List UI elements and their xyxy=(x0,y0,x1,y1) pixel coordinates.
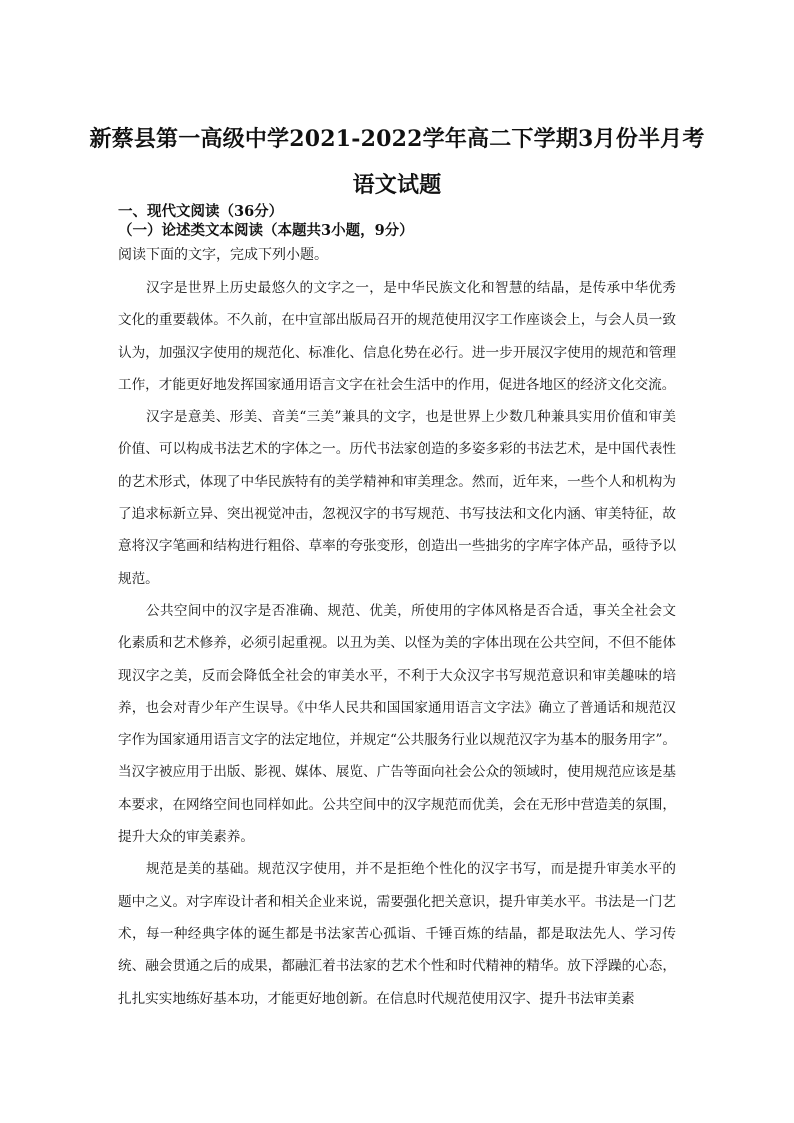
passage-paragraph-4: 规范是美的基础。规范汉字使用，并不是拒绝个性化的汉字书写，而是提升审美水平的题中之义。对字库设计者和相关企业来说，需要强化把关意识，提升审美水平。书法是一门艺术，每一种经典字体的诞生都是书法家苦心孤诣、千锤百炼的结晶，都是取法先人、学习传统、融会贯通之后的成果，都融汇着书法家的艺术个性和时代精神的精华。放下浮躁的心态，扎扎实实地练好基本功，才能更好地创新。在信息时代规范使用汉字、提升书法审美素 xyxy=(118,861,676,1007)
subsection-heading: （一）论述类文本阅读（本题共3小题，9分） xyxy=(118,222,414,239)
passage-paragraph-1: 汉字是世界上历史最悠久的文字之一，是中华民族文化和智慧的结晶，是传承中华优秀文化的重要载体。不久前，在中宣部出版局召开的规范使用汉字工作座谈会上，与会人员一致认为，加强汉字使用的规范化、标准化、信息化势在必行。进一步开展汉字使用的规范和管理工作，才能更好地发挥国家通用语言文字在社会生活中的作用，促进各地区的经济文化交流。 xyxy=(118,280,676,393)
passage-paragraph-3: 公共空间中的汉字是否准确、规范、优美，所使用的字体风格是否合适，事关全社会文化素质和艺术修养，必须引起重视。以丑为美、以怪为美的字体出现在公共空间，不但不能体现汉字之美，反而会降低全社会的审美水平，不利于大众汉字书写规范意识和审美趣味的培养，也会对青少年产生误导。《中华人民共和国国家通用语言文字法》确立了普通话和规范汉字作为国家通用语言文字的法定地位，并规定“公共服务行业以规范汉字为基本的服务用字”。当汉字被应用于出版、影视、媒体、展览、广告等面向社会公众的领域时，使用规范应该是基本要求，在网络空间也同样如此。公共空间中的汉字规范而优美，会在无形中营造美的氛围，提升大众的审美素养。 xyxy=(118,602,676,846)
reading-instruction: 阅读下面的文字，完成下列小题。 xyxy=(118,247,328,263)
document-title: 新蔡县第一高级中学2021-2022学年高二下学期3月份半月考 xyxy=(89,126,705,152)
passage-paragraph-2: 汉字是意美、形美、音美“三美”兼具的文字，也是世界上少数几种兼具实用价值和审美价值、可以构成书法艺术的字体之一。历代书法家创造的多姿多彩的书法艺术，是中国代表性的艺术形式，体现了中华民族特有的美学精神和审美理念。然而，近年来，一些个人和机构为了追求标新立异、突出视觉冲击，忽视汉字的书写规范、书写技法和文化内涵、审美特征，故意将汉字笔画和结构进行粗俗、草率的夸张变形，创造出一些拙劣的字库字体产品，亟待予以规范。 xyxy=(118,409,676,587)
section-heading: 一、现代文阅读（36分） xyxy=(118,203,284,220)
document-subtitle: 语文试题 xyxy=(352,172,442,198)
reading-passage xyxy=(118,272,676,1015)
